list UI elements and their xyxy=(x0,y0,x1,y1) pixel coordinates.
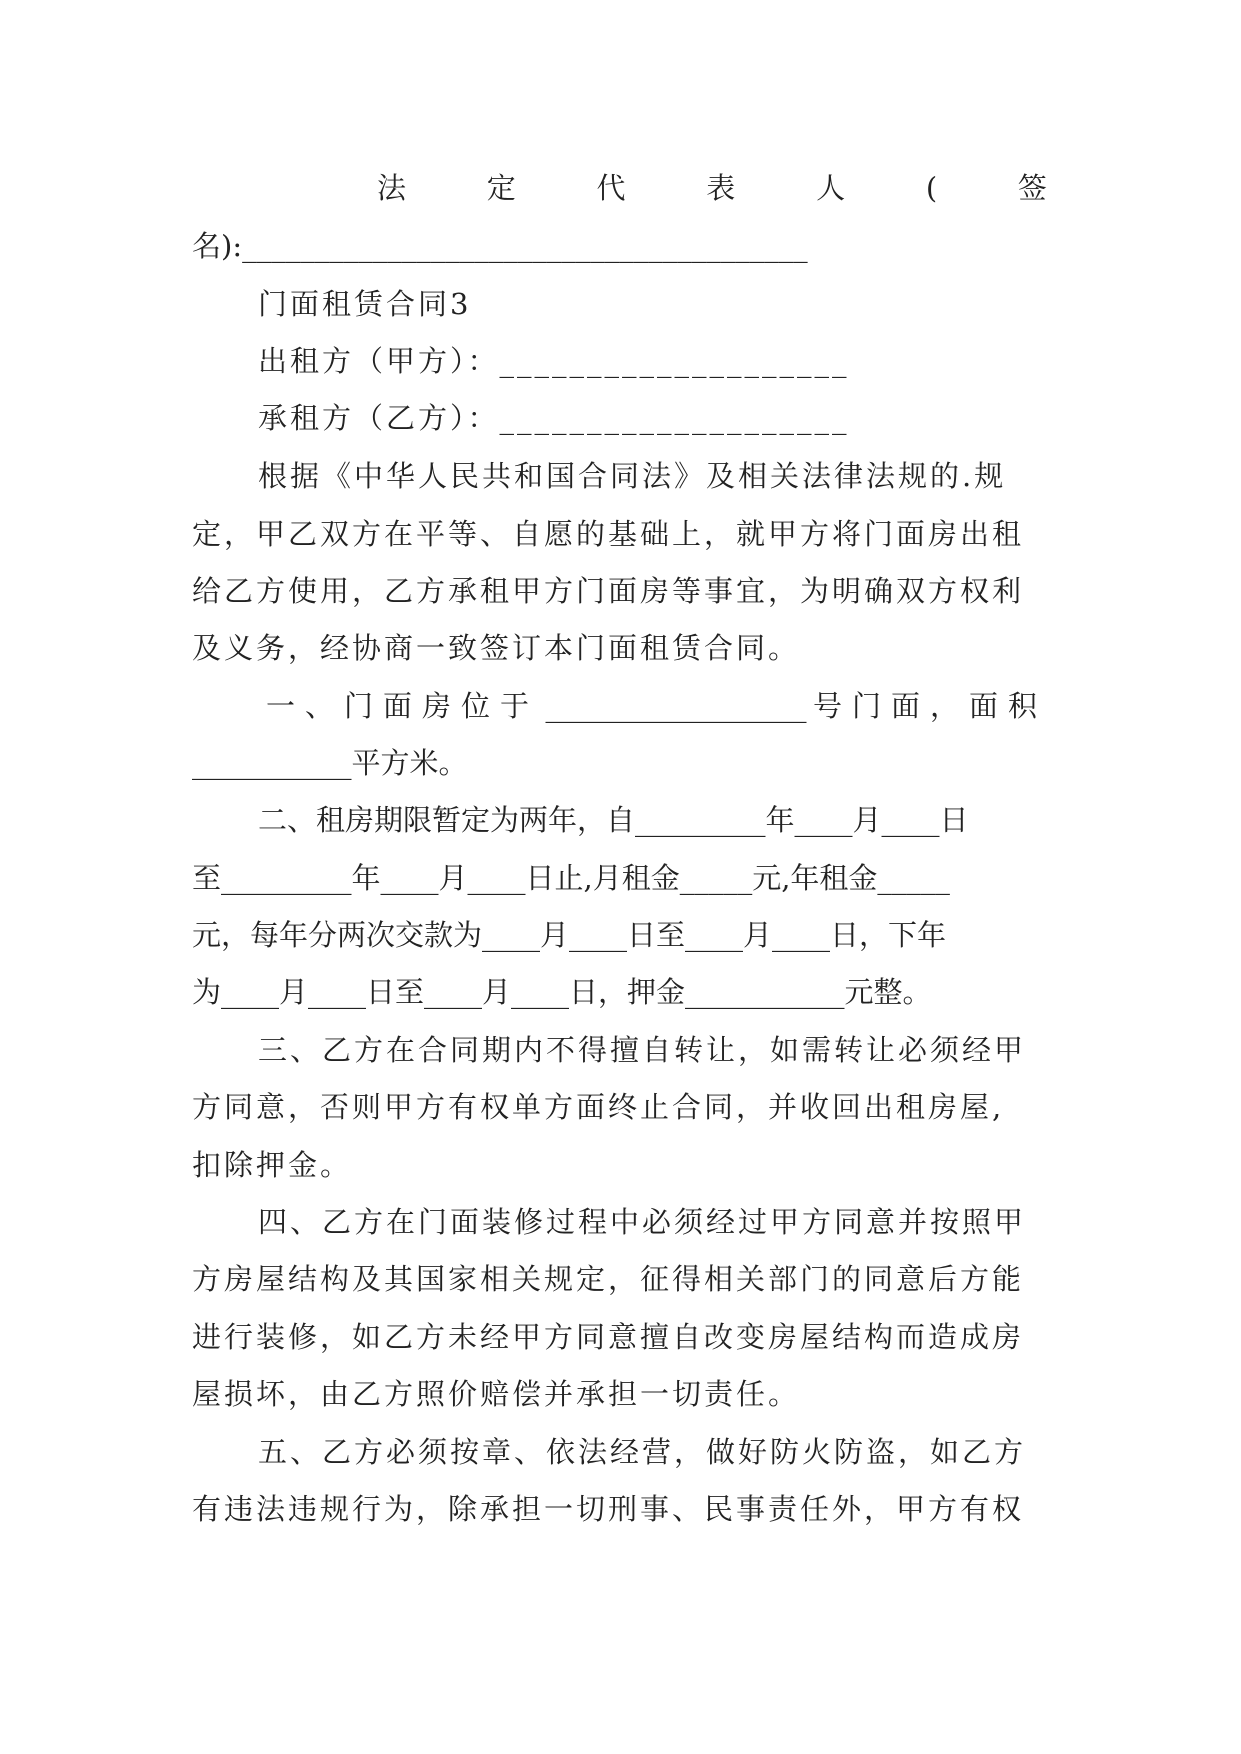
paragraph-line: 方同意，否则甲方有权单方面终止合同，并收回出租房屋, xyxy=(192,1090,1005,1124)
char: 定 xyxy=(486,171,516,205)
paragraph-line: 三、乙方在合同期内不得擅自转让，如需转让必须经甲 xyxy=(258,1033,1027,1067)
paragraph-line: 扣除押金。 xyxy=(192,1148,353,1182)
lessor-line: 出租方（甲方）：____________________ xyxy=(258,344,850,378)
paragraph-line: 元，每年分两次交款为____月____日至____月____日，下年 xyxy=(192,918,947,952)
paragraph-line: 及义务，经协商一致签订本门面租赁合同。 xyxy=(192,631,801,665)
paragraph-line: ___________平方米。 xyxy=(192,746,468,780)
paragraph-line: 至_________年____月____日止,月租金_____元,年租金_____ xyxy=(192,861,950,895)
paragraph-line: 定，甲乙双方在平等、自愿的基础上，就甲方将门面房出租 xyxy=(192,517,1025,551)
paragraph-line: 进行装修，如乙方未经甲方同意擅自改变房屋结构而造成房 xyxy=(192,1320,1025,1354)
paragraph-line: 为____月____日至____月____日，押金___________元整。 xyxy=(192,975,932,1009)
clause-one-end: 号门面，面积 xyxy=(812,689,1047,723)
char: 人 xyxy=(816,171,846,205)
lessee-line: 承租方（乙方）：____________________ xyxy=(258,401,850,435)
blank-field: __________________ xyxy=(545,689,807,723)
char: 代 xyxy=(596,171,626,205)
char: 签 xyxy=(1017,171,1047,205)
char: 法 xyxy=(377,171,407,205)
paragraph-line: 五、乙方必须按章、依法经营，做好防火防盗，如乙方 xyxy=(258,1435,1027,1469)
paragraph-line: 方房屋结构及其国家相关规定，征得相关部门的同意后方能 xyxy=(192,1262,1025,1296)
char: ( xyxy=(925,171,938,205)
paragraph-line: 根据《中华人民共和国合同法》及相关法律法规的.规 xyxy=(258,459,1007,493)
char: 表 xyxy=(706,171,736,205)
contract-title: 门面租赁合同3 xyxy=(258,287,472,321)
legal-representative-line xyxy=(377,168,1047,208)
paragraph-line: 给乙方使用，乙方承租甲方门面房等事宜，为明确双方权利 xyxy=(192,574,1025,608)
clause-one-line xyxy=(266,686,1047,726)
clause-one-start: 一、门面房位于 xyxy=(266,689,540,723)
signature-blank-line: 名):_______________________________________ xyxy=(192,229,808,263)
paragraph-line: 屋损坏，由乙方照价赔偿并承担一切责任。 xyxy=(192,1377,801,1411)
paragraph-line: 二、租房期限暂定为两年，自_________年____月____日 xyxy=(258,803,969,837)
paragraph-line: 四、乙方在门面装修过程中必须经过甲方同意并按照甲 xyxy=(258,1205,1027,1239)
paragraph-line: 有违法违规行为，除承担一切刑事、民事责任外，甲方有权 xyxy=(192,1492,1025,1526)
